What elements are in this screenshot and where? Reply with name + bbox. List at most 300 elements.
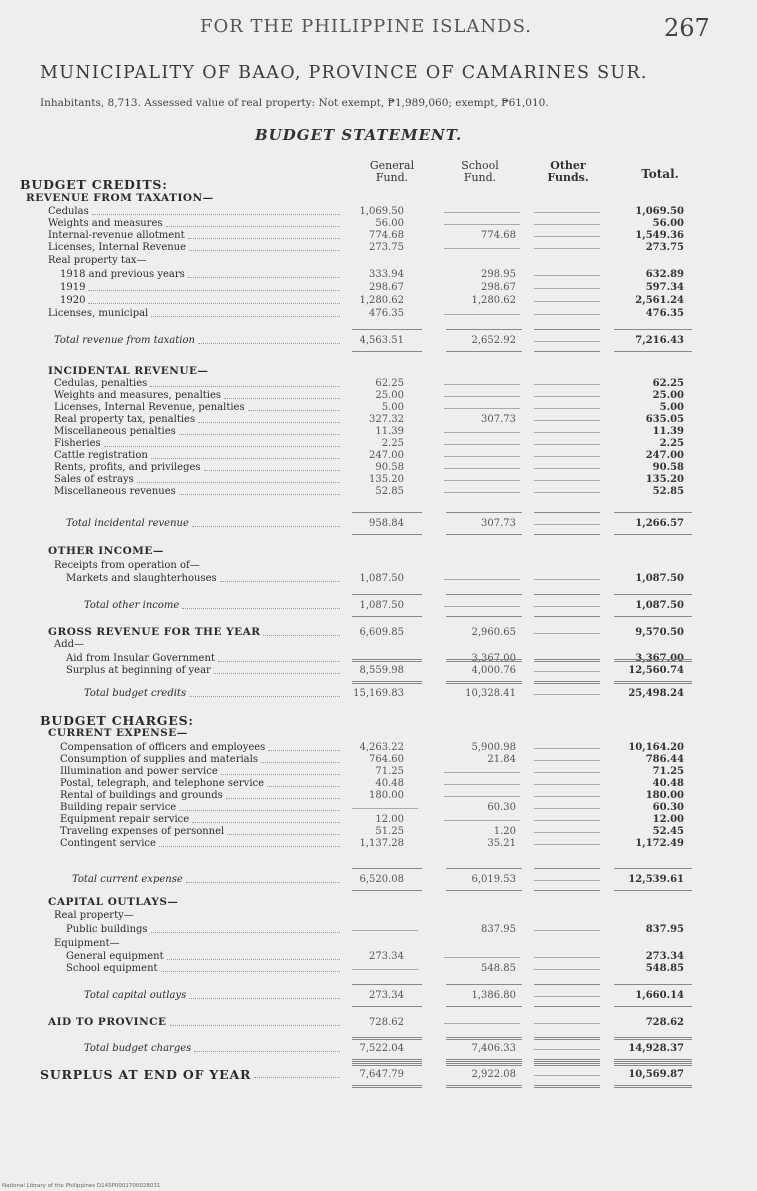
total-rule bbox=[534, 890, 600, 891]
table-row bbox=[0, 962, 757, 975]
total-rule bbox=[352, 868, 422, 869]
total-value: 632.89 bbox=[645, 269, 684, 280]
total-rule bbox=[534, 534, 600, 535]
general-fund-value: 135.20 bbox=[369, 474, 404, 485]
total-value: 476.35 bbox=[645, 308, 684, 319]
blank-cell-line bbox=[534, 996, 600, 997]
blank-cell-line bbox=[444, 784, 520, 785]
general-fund-value: 728.62 bbox=[369, 1017, 404, 1028]
leader-dots bbox=[220, 581, 340, 582]
column-header-school: School Fund. bbox=[461, 159, 499, 184]
blank-cell-line bbox=[534, 1075, 600, 1076]
total-value: 728.62 bbox=[645, 1017, 684, 1028]
table-row bbox=[0, 485, 757, 498]
school-fund-value: 7,406.33 bbox=[471, 1043, 516, 1054]
leader-dots bbox=[159, 846, 340, 847]
total-rule bbox=[534, 616, 600, 617]
row-label: Add— bbox=[54, 639, 85, 650]
blank-cell-line bbox=[444, 224, 520, 225]
blank-cell-line bbox=[534, 579, 600, 580]
general-fund-value: 4,263.22 bbox=[359, 742, 404, 753]
general-fund-value: 12.00 bbox=[375, 814, 404, 825]
total-rule bbox=[534, 1037, 600, 1040]
general-fund-value: 6,520.08 bbox=[359, 874, 404, 885]
leader-dots bbox=[179, 494, 340, 495]
blank-cell-line bbox=[444, 384, 520, 385]
blank-cell-line bbox=[534, 957, 600, 958]
statement-title: BUDGET STATEMENT. bbox=[255, 126, 463, 144]
table-row bbox=[0, 1068, 757, 1081]
blank-cell-line bbox=[534, 432, 600, 433]
row-label: Cattle registration bbox=[54, 450, 148, 461]
blank-cell-line bbox=[444, 456, 520, 457]
total-rule bbox=[352, 1063, 422, 1066]
total-value: 548.85 bbox=[645, 963, 684, 974]
blank-cell-line bbox=[444, 579, 520, 580]
row-label: Markets and slaughterhouses bbox=[66, 573, 217, 584]
blank-cell-line bbox=[534, 212, 600, 213]
total-value: 1,172.49 bbox=[635, 838, 684, 849]
school-fund-value: 5,900.98 bbox=[471, 742, 516, 753]
general-fund-value: 958.84 bbox=[369, 518, 404, 529]
general-fund-value: 6,609.85 bbox=[359, 627, 404, 638]
table-row bbox=[0, 837, 757, 850]
row-label: 1920 bbox=[60, 295, 86, 306]
blank-cell-line bbox=[444, 212, 520, 213]
general-fund-value: 52.85 bbox=[375, 486, 404, 497]
leader-dots bbox=[137, 482, 340, 483]
blank-cell-line bbox=[534, 796, 600, 797]
table-row bbox=[0, 923, 757, 936]
leader-dots bbox=[151, 932, 340, 933]
table-row bbox=[0, 572, 757, 585]
blank-cell-line bbox=[534, 314, 600, 315]
total-value: 273.34 bbox=[645, 951, 684, 962]
total-rule bbox=[614, 659, 692, 662]
row-label: 1918 and previous years bbox=[60, 269, 185, 280]
total-value: 14,928.37 bbox=[628, 1043, 684, 1054]
row-label: Compensation of officers and employees bbox=[60, 742, 266, 753]
row-label: Miscellaneous revenues bbox=[54, 486, 176, 497]
row-label: Real property— bbox=[54, 910, 134, 921]
blank-cell-line bbox=[444, 772, 520, 773]
blank-cell-line bbox=[444, 820, 520, 821]
total-value: 1,266.57 bbox=[635, 518, 684, 529]
school-fund-value: 307.73 bbox=[481, 414, 516, 425]
table-row bbox=[0, 714, 757, 727]
row-label: INCIDENTAL REVENUE— bbox=[48, 365, 209, 377]
total-rule bbox=[534, 1006, 600, 1007]
school-fund-value: 4,000.76 bbox=[471, 665, 516, 676]
total-rule bbox=[534, 659, 600, 662]
school-fund-value: 298.95 bbox=[481, 269, 516, 280]
total-rule bbox=[614, 868, 692, 869]
school-fund-value: 35.21 bbox=[487, 838, 516, 849]
school-fund-value: 60.30 bbox=[487, 802, 516, 813]
total-value: 25.00 bbox=[652, 390, 684, 401]
leader-dots bbox=[198, 343, 340, 344]
blank-cell-line bbox=[352, 808, 418, 809]
general-fund-value: 90.58 bbox=[375, 462, 404, 473]
total-rule bbox=[614, 1085, 692, 1088]
total-rule bbox=[614, 329, 692, 330]
total-value: 1,087.50 bbox=[635, 600, 684, 611]
table-row bbox=[0, 687, 757, 700]
total-rule bbox=[614, 1006, 692, 1007]
total-value: 837.95 bbox=[645, 924, 684, 935]
table-row bbox=[0, 268, 757, 281]
blank-cell-line bbox=[444, 492, 520, 493]
total-value: 635.05 bbox=[645, 414, 684, 425]
blank-cell-line bbox=[534, 248, 600, 249]
blank-cell-line bbox=[534, 492, 600, 493]
table-row bbox=[0, 334, 757, 347]
total-rule bbox=[446, 1037, 522, 1040]
leader-dots bbox=[224, 398, 340, 399]
blank-cell-line bbox=[534, 832, 600, 833]
school-fund-value: 10,328.41 bbox=[465, 688, 516, 699]
leader-dots bbox=[179, 810, 340, 811]
total-rule bbox=[446, 534, 522, 535]
blank-cell-line bbox=[534, 671, 600, 672]
total-rule bbox=[614, 512, 692, 513]
total-rule bbox=[446, 1059, 522, 1062]
leader-dots bbox=[151, 316, 340, 317]
blank-cell-line bbox=[444, 796, 520, 797]
general-fund-value: 180.00 bbox=[369, 790, 404, 801]
row-label: Total incidental revenue bbox=[66, 518, 189, 529]
general-fund-value: 7,647.79 bbox=[359, 1069, 404, 1080]
total-value: 10,164.20 bbox=[628, 742, 684, 753]
row-label: Receipts from operation of— bbox=[54, 560, 200, 571]
total-rule bbox=[446, 681, 522, 684]
leader-dots bbox=[221, 774, 340, 775]
total-value: 10,569.87 bbox=[628, 1069, 684, 1080]
running-title: FOR THE PHILIPPINE ISLANDS. bbox=[200, 16, 532, 37]
column-header-general: General Fund. bbox=[369, 159, 415, 184]
table-row bbox=[0, 989, 757, 1002]
row-label: Sales of estrays bbox=[54, 474, 134, 485]
general-fund-value: 15,169.83 bbox=[353, 688, 404, 699]
row-label: Licenses, municipal bbox=[48, 308, 149, 319]
blank-cell-line bbox=[444, 396, 520, 397]
blank-cell-line bbox=[534, 396, 600, 397]
total-value: 52.45 bbox=[652, 826, 684, 837]
table-row bbox=[0, 254, 757, 267]
scan-footer: National Library of the Philippines D14SP0001700028031 bbox=[2, 1183, 161, 1189]
blank-cell-line bbox=[534, 468, 600, 469]
total-value: 60.30 bbox=[652, 802, 684, 813]
row-label: Rents, profits, and privileges bbox=[54, 462, 201, 473]
leader-dots bbox=[179, 434, 340, 435]
row-label: SURPLUS AT END OF YEAR bbox=[40, 1068, 252, 1081]
blank-cell-line bbox=[444, 314, 520, 315]
total-value: 12.00 bbox=[652, 814, 684, 825]
row-label: School equipment bbox=[66, 963, 158, 974]
row-label: Licenses, Internal Revenue bbox=[48, 242, 187, 253]
leader-dots bbox=[167, 959, 340, 960]
blank-cell-line bbox=[534, 480, 600, 481]
total-rule bbox=[614, 1059, 692, 1062]
total-rule bbox=[534, 1085, 600, 1088]
total-rule bbox=[446, 1085, 522, 1088]
leader-dots bbox=[263, 635, 340, 636]
school-fund-value: 774.68 bbox=[481, 230, 516, 241]
school-fund-value: 2,652.92 bbox=[471, 335, 516, 346]
row-label: Cedulas bbox=[48, 206, 89, 217]
total-value: 7,216.43 bbox=[635, 335, 684, 346]
blank-cell-line bbox=[444, 957, 520, 958]
total-rule bbox=[446, 351, 522, 352]
total-value: 5.00 bbox=[659, 402, 684, 413]
total-rule bbox=[614, 534, 692, 535]
total-rule bbox=[446, 512, 522, 513]
school-fund-value: 3,367.00 bbox=[471, 653, 516, 664]
total-rule bbox=[534, 351, 600, 352]
total-value: 25,498.24 bbox=[628, 688, 684, 699]
row-label: CAPITAL OUTLAYS— bbox=[48, 896, 179, 908]
total-value: 71.25 bbox=[652, 766, 684, 777]
total-rule bbox=[352, 984, 422, 985]
total-value: 786.44 bbox=[645, 754, 684, 765]
blank-cell-line bbox=[534, 820, 600, 821]
general-fund-value: 273.75 bbox=[369, 242, 404, 253]
leader-dots bbox=[218, 661, 340, 662]
total-rule bbox=[446, 868, 522, 869]
total-rule bbox=[614, 1063, 692, 1066]
row-label: Total current expense bbox=[72, 874, 183, 885]
leader-dots bbox=[267, 786, 340, 787]
general-fund-value: 1,069.50 bbox=[359, 206, 404, 217]
total-rule bbox=[352, 351, 422, 352]
general-fund-value: 476.35 bbox=[369, 308, 404, 319]
total-rule bbox=[446, 659, 522, 662]
total-value: 1,069.50 bbox=[635, 206, 684, 217]
general-fund-value: 247.00 bbox=[369, 450, 404, 461]
row-label: Consumption of supplies and materials bbox=[60, 754, 258, 765]
leader-dots bbox=[92, 214, 340, 215]
general-fund-value: 25.00 bbox=[375, 390, 404, 401]
table-row bbox=[0, 241, 757, 254]
leader-dots bbox=[192, 526, 340, 527]
blank-cell-line bbox=[534, 384, 600, 385]
leader-dots bbox=[189, 998, 340, 999]
row-label: BUDGET CREDITS: bbox=[20, 178, 168, 191]
general-fund-value: 273.34 bbox=[369, 951, 404, 962]
total-rule bbox=[352, 1059, 422, 1062]
leader-dots bbox=[161, 971, 340, 972]
leader-dots bbox=[189, 696, 340, 697]
total-rule bbox=[534, 512, 600, 513]
blank-cell-line bbox=[444, 606, 520, 607]
general-fund-value: 7,522.04 bbox=[359, 1043, 404, 1054]
blank-cell-line bbox=[444, 248, 520, 249]
blank-cell-line bbox=[444, 432, 520, 433]
school-fund-value: 1,386.80 bbox=[471, 990, 516, 1001]
blank-cell-line bbox=[352, 930, 418, 931]
total-rule bbox=[352, 1085, 422, 1088]
general-fund-value: 5.00 bbox=[381, 402, 404, 413]
row-label: Total revenue from taxation bbox=[54, 335, 195, 346]
total-rule bbox=[614, 890, 692, 891]
leader-dots bbox=[150, 386, 340, 387]
page-number: 267 bbox=[664, 14, 710, 42]
total-rule bbox=[534, 594, 600, 595]
row-label: Rental of buildings and grounds bbox=[60, 790, 223, 801]
leader-dots bbox=[248, 410, 340, 411]
school-fund-value: 307.73 bbox=[481, 518, 516, 529]
total-rule bbox=[534, 984, 600, 985]
total-rule bbox=[614, 984, 692, 985]
row-label: Real property tax— bbox=[48, 255, 147, 266]
general-fund-value: 764.60 bbox=[369, 754, 404, 765]
total-rule bbox=[352, 659, 422, 662]
total-value: 90.58 bbox=[652, 462, 684, 473]
school-fund-value: 2,922.08 bbox=[471, 1069, 516, 1080]
total-rule bbox=[614, 594, 692, 595]
total-rule bbox=[352, 616, 422, 617]
total-value: 40.48 bbox=[652, 778, 684, 789]
row-label: Weights and measures, penalties bbox=[54, 390, 222, 401]
row-label: Postal, telegraph, and telephone service bbox=[60, 778, 265, 789]
total-rule bbox=[534, 681, 600, 684]
blank-cell-line bbox=[534, 1049, 600, 1050]
general-fund-value: 71.25 bbox=[375, 766, 404, 777]
general-fund-value: 298.67 bbox=[369, 282, 404, 293]
total-value: 1,087.50 bbox=[635, 573, 684, 584]
total-value: 9,570.50 bbox=[635, 627, 684, 638]
row-label: CURRENT EXPENSE— bbox=[48, 727, 188, 739]
blank-cell-line bbox=[444, 468, 520, 469]
general-fund-value: 273.34 bbox=[369, 990, 404, 1001]
blank-cell-line bbox=[534, 930, 600, 931]
row-label: Licenses, Internal Revenue, penalties bbox=[54, 402, 245, 413]
total-rule bbox=[352, 1006, 422, 1007]
total-value: 1,660.14 bbox=[635, 990, 684, 1001]
total-value: 62.25 bbox=[652, 378, 684, 389]
total-rule bbox=[352, 512, 422, 513]
row-label: Building repair service bbox=[60, 802, 177, 813]
table-row bbox=[0, 727, 757, 740]
total-value: 180.00 bbox=[645, 790, 684, 801]
row-label: Aid from Insular Government bbox=[66, 653, 215, 664]
leader-dots bbox=[188, 238, 340, 239]
leader-dots bbox=[166, 226, 341, 227]
blank-cell-line bbox=[534, 456, 600, 457]
total-rule bbox=[446, 329, 522, 330]
total-rule bbox=[352, 681, 422, 684]
total-rule bbox=[352, 1037, 422, 1040]
general-fund-value: 62.25 bbox=[375, 378, 404, 389]
blank-cell-line bbox=[444, 1023, 520, 1024]
table-row bbox=[0, 192, 757, 205]
blank-cell-line bbox=[534, 444, 600, 445]
total-value: 2,561.24 bbox=[635, 295, 684, 306]
table-row bbox=[0, 909, 757, 922]
total-rule bbox=[352, 594, 422, 595]
total-rule bbox=[352, 890, 422, 891]
row-label: Internal-revenue allotment bbox=[48, 230, 185, 241]
general-fund-value: 333.94 bbox=[369, 269, 404, 280]
total-value: 3,367.00 bbox=[635, 653, 684, 664]
leader-dots bbox=[188, 277, 340, 278]
blank-cell-line bbox=[534, 420, 600, 421]
row-label: AID TO PROVINCE bbox=[48, 1016, 167, 1028]
total-rule bbox=[446, 984, 522, 985]
row-label: Total budget charges bbox=[84, 1043, 192, 1054]
total-rule bbox=[352, 534, 422, 535]
school-fund-value: 837.95 bbox=[481, 924, 516, 935]
row-label: Fisheries bbox=[54, 438, 101, 449]
leader-dots bbox=[88, 303, 340, 304]
table-row bbox=[0, 1016, 757, 1029]
blank-cell-line bbox=[534, 784, 600, 785]
total-rule bbox=[352, 329, 422, 330]
leader-dots bbox=[104, 446, 340, 447]
table-row bbox=[0, 281, 757, 294]
blank-cell-line bbox=[444, 444, 520, 445]
inhabitants-line: Inhabitants, 8,713. Assessed value of real property: Not exempt, ₱1,989,060; exempt, ₱61,010. bbox=[40, 97, 549, 109]
blank-cell-line bbox=[534, 633, 600, 634]
total-value: 56.00 bbox=[652, 218, 684, 229]
total-value: 12,539.61 bbox=[628, 874, 684, 885]
table-row bbox=[0, 664, 757, 677]
total-rule bbox=[614, 1037, 692, 1040]
table-row bbox=[0, 517, 757, 530]
blank-cell-line bbox=[534, 524, 600, 525]
row-label: Real property tax, penalties bbox=[54, 414, 196, 425]
row-label: Total budget credits bbox=[84, 688, 187, 699]
blank-cell-line bbox=[534, 844, 600, 845]
leader-dots bbox=[226, 798, 340, 799]
leader-dots bbox=[88, 290, 340, 291]
column-header-total: Total. bbox=[641, 167, 679, 181]
table-row bbox=[0, 545, 757, 558]
total-rule bbox=[446, 594, 522, 595]
blank-cell-line bbox=[534, 760, 600, 761]
school-fund-value: 6,019.53 bbox=[471, 874, 516, 885]
blank-cell-line bbox=[444, 480, 520, 481]
blank-cell-line bbox=[534, 341, 600, 342]
blank-cell-line bbox=[534, 236, 600, 237]
general-fund-value: 56.00 bbox=[375, 218, 404, 229]
general-fund-value: 8,559.98 bbox=[359, 665, 404, 676]
general-fund-value: 1,280.62 bbox=[359, 295, 404, 306]
row-label: Equipment— bbox=[54, 938, 120, 949]
total-value: 11.39 bbox=[652, 426, 684, 437]
blank-cell-line bbox=[534, 288, 600, 289]
total-rule bbox=[446, 616, 522, 617]
school-fund-value: 2,960.65 bbox=[471, 627, 516, 638]
total-value: 12,560.74 bbox=[628, 665, 684, 676]
total-rule bbox=[446, 890, 522, 891]
general-fund-value: 40.48 bbox=[375, 778, 404, 789]
table-row bbox=[0, 599, 757, 612]
row-label: Weights and measures bbox=[48, 218, 163, 229]
total-value: 247.00 bbox=[645, 450, 684, 461]
leader-dots bbox=[189, 250, 340, 251]
row-label: General equipment bbox=[66, 951, 164, 962]
leader-dots bbox=[170, 1025, 340, 1026]
row-label: 1919 bbox=[60, 282, 86, 293]
blank-cell-line bbox=[534, 606, 600, 607]
row-label: Total capital outlays bbox=[84, 990, 187, 1001]
table-row bbox=[0, 307, 757, 320]
municipality-heading: MUNICIPALITY OF BAAO, PROVINCE OF CAMARINES SUR. bbox=[40, 63, 648, 83]
general-fund-value: 774.68 bbox=[369, 230, 404, 241]
total-value: 52.85 bbox=[652, 486, 684, 497]
row-label: GROSS REVENUE FOR THE YEAR bbox=[48, 626, 261, 638]
